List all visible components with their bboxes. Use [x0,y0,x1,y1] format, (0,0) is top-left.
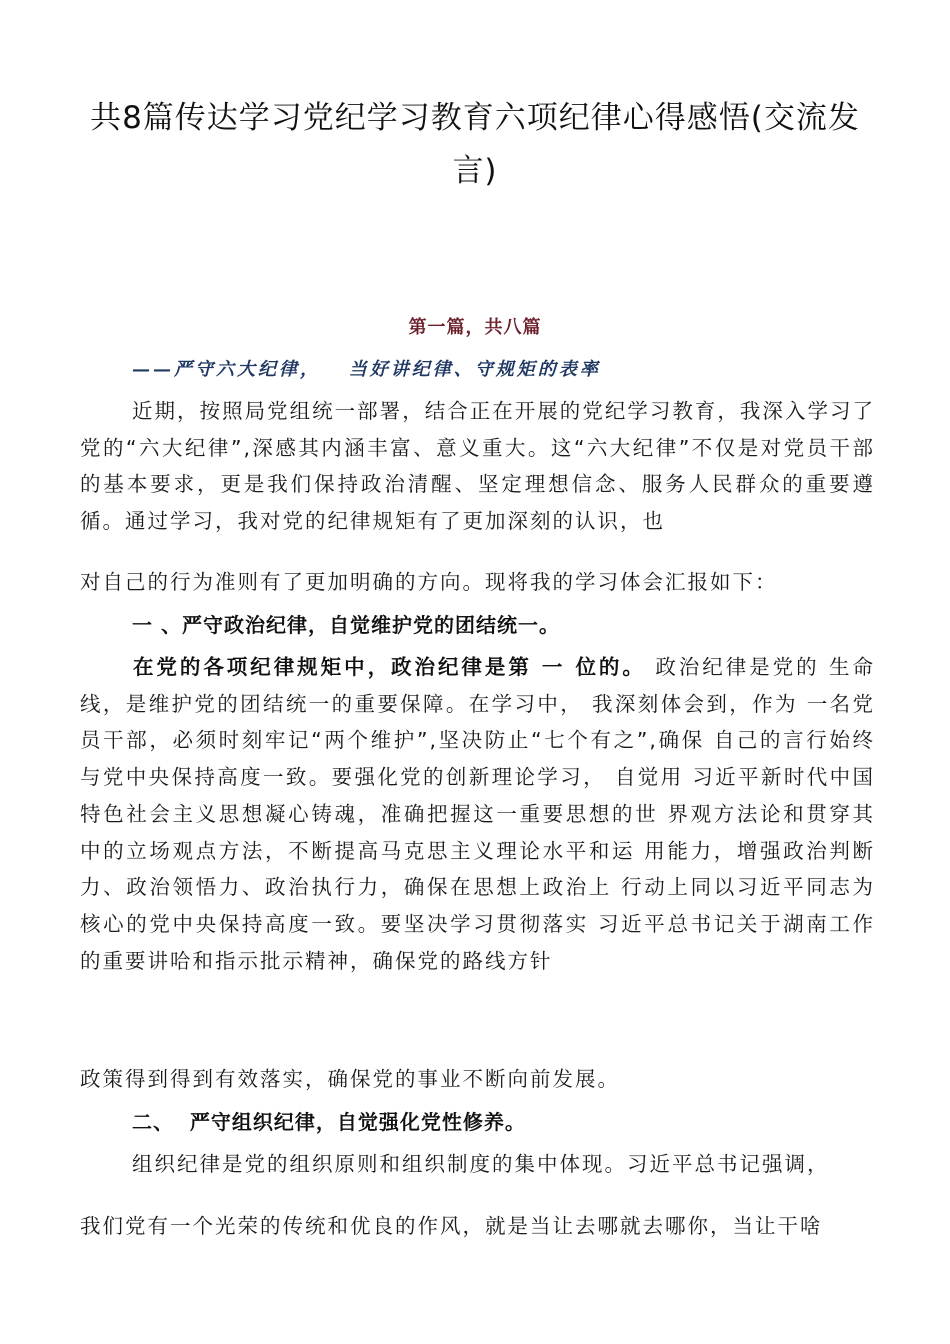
section-label: 第一篇，共八篇 [408,317,542,338]
section-1-paragraph [80,649,875,979]
section-1-body: 政治纪律是党的 生命线，是维护党的团结统一的重要保障。在学习中， 我深刻体会到，作为 一名党员干部，必须时刻牢记“两个维护”,坚决防止“七个有之”,确保 自己的言行始终与党中央保持高度一致。要强化党的创新理论学习， 自觉用 习近平新时代中国特色社会主义思想凝心铸魂，准确把握这一重要思想的世 界观方法论和贯穿其中的立场观点方法，不断提高马克思主义理论水平和运 用能力，增强政治判断力、政治领悟力、政治执行力，确保在思想上政治上 行动上同以习近平同志为核心的党中央保持高度一致。要坚决学习贯彻落实 习近平总书记关于湖南工作的重要讲哈和指示批示精神，确保党的路线方针 [80,655,875,973]
document-title: 共8篇传达学习党纪学习教育六项纪律心得感悟(交流发言) [90,100,860,189]
intro-text: 近期，按照局党组统一部署，结合正在开展的党纪学习教育，我深入学习了党的“六大纪律”,深感其内涵丰富、意义重大。这“六大纪律”不仅是对党员干部的基本要求，更是我们保持政治清醒、坚定理想信念、服务人民群众的重要遵循。通过学习，我对党的纪律规矩有了更加深刻的认识，也 [80,399,875,534]
article-subtitle: ——严守六大纪律， 当好讲纪律、守规矩的表率 [132,359,601,380]
intro-paragraph [80,393,875,540]
section-1-lead: 在党的各项纪律规矩中，政治纪律是第 一 位的。 [132,655,646,679]
section-2-line-1: 组织纪律是党的组织原则和组织制度的集中体现。习近平总书记强调， [132,1152,830,1176]
section-1-heading: 一 、严守政治纪律，自觉维护党的团结统一。 [132,613,560,637]
section-1-continuation: 政策得到得到有效落实，确保党的事业不断向前发展。 [80,1067,620,1091]
section-2-line-2: 我们党有一个光荣的传统和优良的作风，就是当让去哪就去哪你，当让干啥 [80,1214,823,1238]
intro-continuation: 对自己的行为准则有了更加明确的方向。现将我的学习体会汇报如下： [80,570,778,594]
section-2-heading: 二、 严守组织纪律，自觉强化党性修养。 [132,1110,526,1134]
